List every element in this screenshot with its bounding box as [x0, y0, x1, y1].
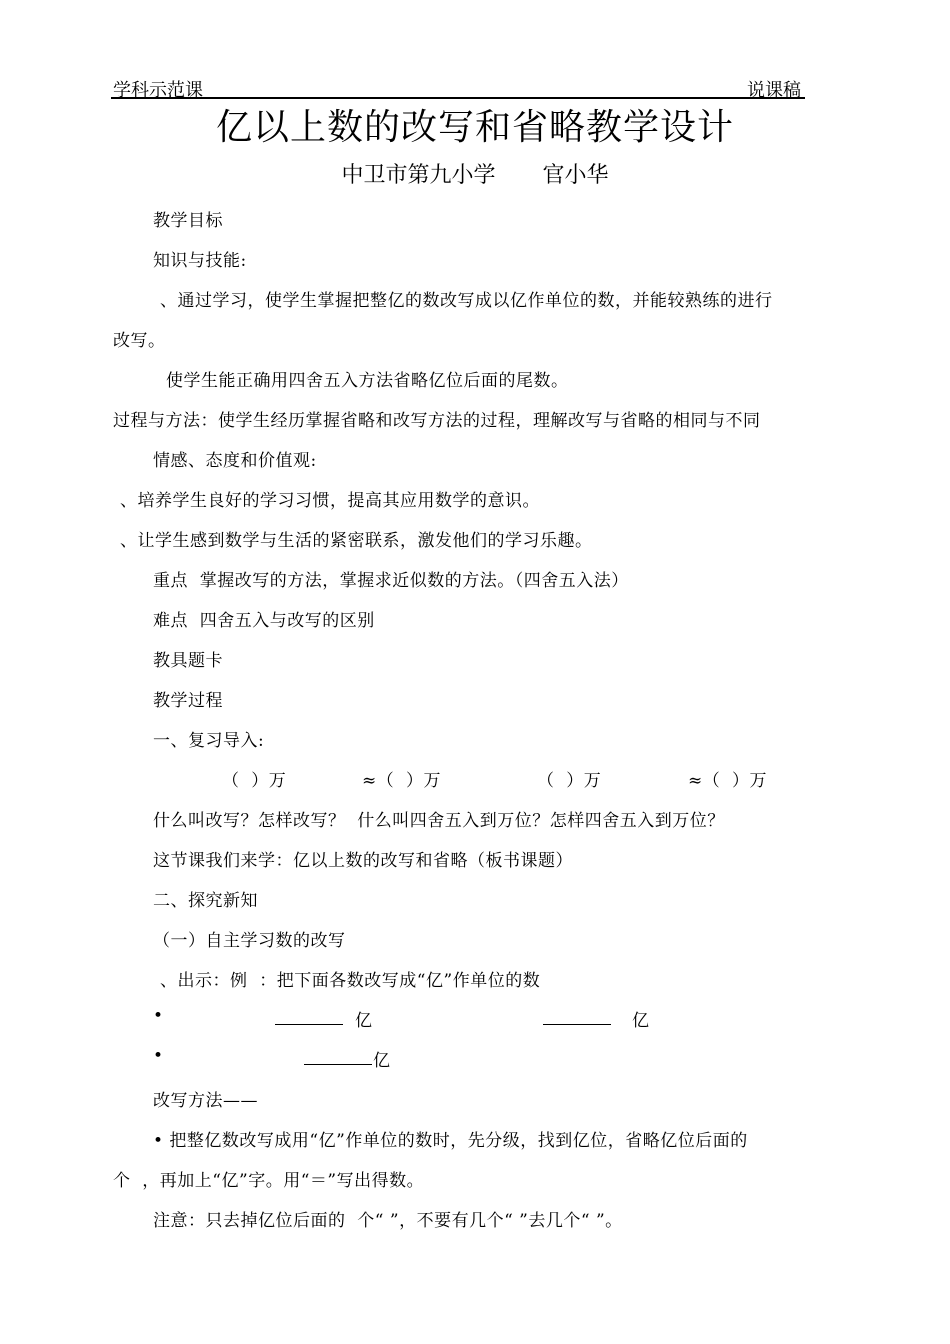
paragraph-line: 难点 四舍五入与改写的区别: [153, 611, 375, 631]
author-name: 官小华: [542, 163, 609, 188]
page-title: 亿以上数的改写和省略教学设计: [215, 107, 734, 148]
paragraph-line: 个 ，再加上“亿”字。用“＝”写出得数。: [113, 1171, 425, 1191]
subheading: 知识与技能:: [153, 251, 247, 271]
exercise-blank: （ ）万: [537, 771, 602, 791]
answer-blank: [304, 1048, 372, 1065]
unit-label: 亿: [632, 1011, 650, 1031]
unit-label: 亿: [355, 1011, 373, 1031]
subheading: 二、探究新知: [153, 891, 258, 911]
paragraph-line: 过程与方法：使学生经历掌握省略和改写方法的过程，理解改写与省略的相同与不同: [113, 411, 761, 431]
exercise-blank: （ ）万: [222, 771, 287, 791]
answer-blank: [275, 1008, 343, 1025]
paragraph-line: • 把整亿数改写成用“亿”作单位的数时，先分级，找到亿位，省略亿位后面的: [153, 1131, 748, 1151]
paragraph-line: 注意：只去掉亿位后面的 个“ ”，不要有几个“ ”去几个“ ”。: [153, 1211, 623, 1231]
exercise-blank: ≈（ ）万: [688, 771, 768, 791]
subheading: 改写方法——: [153, 1091, 258, 1111]
exercise-blank: ≈（ ）万: [362, 771, 442, 791]
paragraph-line: 、培养学生良好的学习习惯，提高其应用数学的意识。: [120, 491, 540, 511]
paragraph-line: 改写。: [113, 331, 166, 351]
answer-blank: [543, 1008, 611, 1025]
bullet-icon: •: [153, 1006, 164, 1026]
header-left: 学科示范课: [113, 80, 203, 101]
subheading: （一）自主学习数的改写: [153, 931, 346, 951]
unit-label: 亿: [373, 1051, 391, 1071]
paragraph-line: 、让学生感到数学与生活的紧密联系，激发他们的学习乐趣。: [120, 531, 593, 551]
author-school: 中卫市第九小学: [341, 163, 496, 188]
section-heading: 教学目标: [153, 211, 223, 231]
paragraph-line: 、出示：例 ：把下面各数改写成“亿”作单位的数: [160, 971, 541, 991]
author-line: [0, 158, 950, 189]
paragraph-line: 、通过学习，使学生掌握把整亿的数改写成以亿作单位的数，并能较熟练的进行: [160, 291, 773, 311]
subheading: 一、复习导入:: [153, 731, 265, 751]
paragraph-line: 这节课我们来学：亿以上数的改写和省略（板书课题）: [153, 851, 573, 871]
header-right: 说课稿: [747, 80, 801, 101]
bullet-icon: •: [153, 1046, 164, 1066]
paragraph-line: 使学生能正确用四舍五入方法省略亿位后面的尾数。: [166, 371, 569, 391]
paragraph-line: 重点 掌握改写的方法，掌握求近似数的方法。（四舍五入法）: [153, 571, 629, 591]
paragraph-line: 什么叫改写？怎样改写？ 什么叫四舍五入到万位？怎样四舍五入到万位？: [153, 811, 725, 831]
paragraph-line: 教具题卡: [153, 651, 223, 671]
subheading: 情感、态度和价值观:: [153, 451, 317, 471]
section-heading: 教学过程: [153, 691, 223, 711]
